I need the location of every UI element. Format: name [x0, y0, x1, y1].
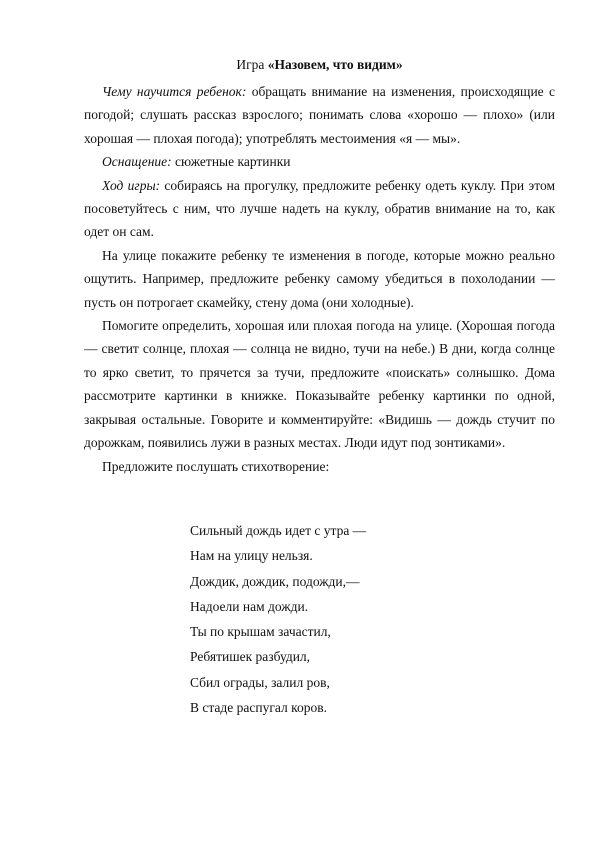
- paragraph-weather: [84, 314, 555, 454]
- poem-line: Сильный дождь идет с утра —: [190, 522, 367, 538]
- paragraph-text: На улице покажите ребенку те изменения в погоде, которые можно реально ощутить. Например, предложите ребенку самому убедиться в похолодании — пусть он потрогает скамейку, стену дома (они холодные).: [84, 247, 555, 310]
- paragraph-text: Помогите определить, хорошая или плохая погода на улице. (Хорошая погода — светит солнце, плохая — солнца не видно, тучи на небе.) В дни, когда солнце то ярко светит, то прячется за тучи, предложите «поискать» солнышко. Дома рассмотрите картинки в книжке. Показывайте ребенку картинки по одной, закрывая остальные. Говорите и комментируйте: «Видишь — дождь стучит по дорожкам, появились лужи в разных местах. Люди идут под зонтиками».: [84, 318, 555, 451]
- poem-line: Сбил ограды, залил ров,: [190, 674, 330, 690]
- poem-line: Ты по крышам зачастил,: [190, 624, 331, 640]
- poem: [190, 518, 555, 720]
- poem-line: Надоели нам дожди.: [190, 598, 309, 614]
- title-game-name: «Назовем, что видим»: [267, 57, 403, 72]
- document-title: [84, 54, 555, 76]
- paragraph-poem-intro: [84, 455, 555, 478]
- paragraph-label: Ход игры:: [102, 177, 161, 193]
- paragraph-text: обращать внимание на изменения, происходящие с погодой; слушать рассказ взрослого; понимать слова «хорошо — плохо» (или хорошая — плохая погода); употреблять местоимения «я — мы».: [84, 84, 556, 146]
- poem-line: В стаде распугал коров.: [190, 699, 328, 715]
- paragraph-text: сюжетные картинки: [171, 154, 291, 170]
- paragraph-label: Чему научится ребенок:: [102, 84, 247, 99]
- paragraph-outside: [84, 244, 555, 314]
- title-prefix: Игра: [236, 57, 268, 72]
- paragraph-label: Оснащение:: [102, 154, 172, 170]
- paragraph-game-procedure: [84, 174, 555, 244]
- paragraph-equipment: [84, 150, 555, 173]
- paragraph-learning-goals: [84, 80, 555, 150]
- poem-line: Нам на улицу нельзя.: [190, 548, 313, 564]
- paragraph-text: собираясь на прогулку, предложите ребенку одеть куклу. При этом посоветуйтесь с ним, что лучше надеть на куклу, обратив внимание на то, как одет он сам.: [84, 177, 555, 240]
- poem-line: Ребятишек разбудил,: [190, 649, 311, 665]
- poem-line: Дождик, дождик, подожди,—: [190, 573, 360, 589]
- paragraph-text: Предложите послушать стихотворение:: [102, 458, 330, 474]
